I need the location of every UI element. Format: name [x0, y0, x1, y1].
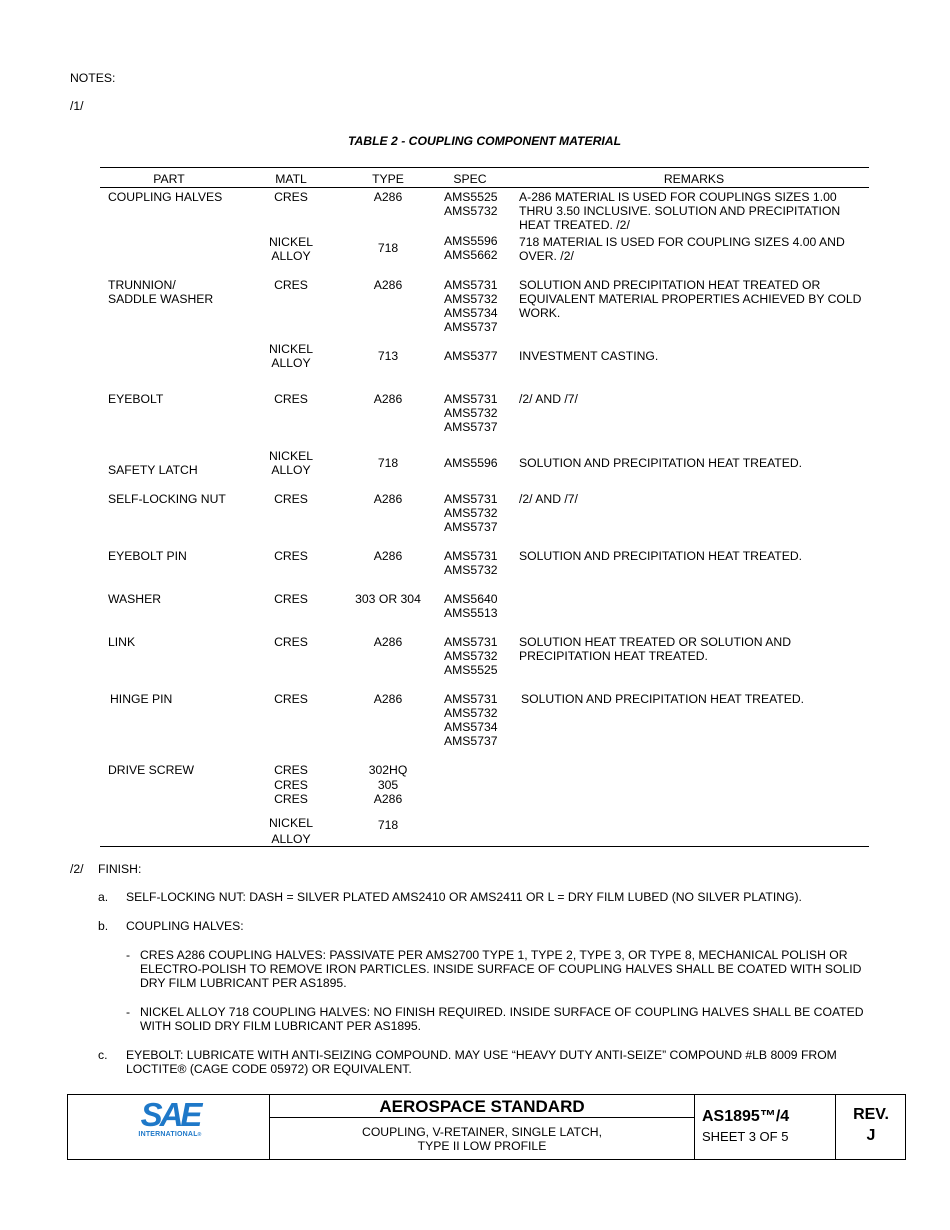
- cell-remarks: SOLUTION AND PRECIPITATION HEAT TREATED.: [519, 549, 803, 563]
- title-divider: [269, 1117, 695, 1118]
- cell-part: TRUNNION/ SADDLE WASHER: [108, 278, 214, 306]
- cell-matl: CRES: [274, 190, 308, 204]
- item-letter: c.: [98, 1048, 108, 1062]
- cell-type: A286: [373, 492, 403, 506]
- title-block-number-cell: [694, 1094, 836, 1160]
- header-part: PART: [153, 172, 185, 186]
- finish-item-b2: NICKEL ALLOY 718 COUPLING HALVES: NO FINISH REQUIRED. INSIDE SURFACE OF COUPLING HALVES SHALL BE COATED WITH SOLID DRY FILM LUBRICANT PER AS1895.: [140, 1005, 864, 1033]
- cell-remarks: A-286 MATERIAL IS USED FOR COUPLINGS SIZES 1.00 THRU 3.50 INCLUSIVE. SOLUTION AND PRECIPITATION HEAT TREATED. /2/: [519, 190, 841, 232]
- cell-spec: AMS5377: [444, 349, 498, 363]
- cell-part: LINK: [108, 635, 136, 649]
- cell-remarks: SOLUTION AND PRECIPITATION HEAT TREATED.: [519, 456, 803, 470]
- cell-part: DRIVE SCREW: [108, 763, 194, 777]
- cell-type: A286: [373, 278, 403, 292]
- item-letter: b.: [98, 919, 109, 933]
- cell-part: WASHER: [108, 592, 162, 606]
- table-title: TABLE 2 - COUPLING COMPONENT MATERIAL: [347, 134, 622, 148]
- cell-type: A286: [373, 190, 403, 204]
- cell-part: COUPLING HALVES: [108, 190, 223, 204]
- cell-spec: AMS5731 AMS5732 AMS5737: [444, 392, 498, 434]
- cell-remarks: /2/ AND /7/: [519, 392, 578, 406]
- cell-part: HINGE PIN: [110, 692, 173, 706]
- cell-spec: AMS5731 AMS5732 AMS5737: [444, 492, 498, 534]
- finish-title: FINISH:: [98, 862, 142, 876]
- item-letter: a.: [98, 890, 109, 904]
- standard-title: AEROSPACE STANDARD: [379, 1097, 585, 1116]
- cell-type: A286: [373, 392, 403, 406]
- cell-matl: NICKEL ALLOY: [268, 449, 314, 477]
- bullet-dash: -: [126, 1005, 131, 1019]
- cell-type: 302HQ 305 A286: [368, 763, 408, 806]
- cell-matl: CRES CRES CRES: [274, 763, 308, 806]
- cell-remarks: SOLUTION AND PRECIPITATION HEAT TREATED.: [521, 692, 805, 706]
- cell-part: SELF-LOCKING NUT: [108, 492, 226, 506]
- cell-matl: NICKEL ALLOY: [268, 342, 314, 370]
- logo-registered-mark: ®: [197, 1132, 202, 1138]
- finish-item-b1: CRES A286 COUPLING HALVES: PASSIVATE PER AMS2700 TYPE 1, TYPE 2, TYPE 3, OR TYPE 8, MECHANICAL POLISH OR ELECTRO-POLISH TO REMOVE IRON PARTICLES. INSIDE SURFACE OF COUPLING HALVES SHALL BE COATED WITH SOLID DRY FILM LUBRICANT PER AS1895.: [140, 948, 862, 990]
- cell-spec: AMS5640 AMS5513: [444, 592, 498, 620]
- cell-spec: AMS5731 AMS5732: [444, 549, 498, 577]
- bullet-dash: -: [126, 948, 131, 962]
- cell-spec: AMS5525 AMS5732: [444, 190, 498, 218]
- sheet-number: SHEET 3 OF 5: [702, 1129, 789, 1144]
- header-matl: MATL: [275, 172, 307, 186]
- revision-label: REV.: [853, 1106, 889, 1123]
- cell-type: A286: [373, 692, 403, 706]
- finish-item-c: EYEBOLT: LUBRICATE WITH ANTI-SEIZING COMPOUND. MAY USE “HEAVY DUTY ANTI-SEIZE” COMPOUND #LB 8009 FROM LOCTITE® (CAGE CODE 05972) OR EQUIVALENT.: [126, 1048, 837, 1076]
- cell-matl: CRES: [274, 278, 308, 292]
- logo-text: SAE: [140, 1096, 200, 1133]
- cell-spec: AMS5731 AMS5732 AMS5734 AMS5737: [444, 278, 498, 334]
- logo-subtext: INTERNATIONAL: [138, 1131, 198, 1138]
- cell-matl: CRES: [274, 492, 308, 506]
- note-1-label: /1/: [70, 99, 84, 113]
- cell-matl: NICKEL ALLOY: [268, 235, 314, 263]
- cell-matl: CRES: [274, 635, 308, 649]
- document-number: AS1895™/4: [702, 1108, 790, 1125]
- cell-remarks: INVESTMENT CASTING.: [519, 349, 659, 363]
- cell-spec: AMS5596: [444, 456, 498, 470]
- revision-value: J: [866, 1127, 876, 1144]
- finish-item-a: SELF-LOCKING NUT: DASH = SILVER PLATED AMS2410 OR AMS2411 OR L = DRY FILM LUBED (NO SILVER PLATING).: [126, 890, 802, 904]
- cell-spec: AMS5731 AMS5732 AMS5734 AMS5737: [444, 692, 498, 748]
- cell-type: A286: [373, 549, 403, 563]
- cell-type: 718: [377, 818, 399, 832]
- cell-matl: CRES: [274, 692, 308, 706]
- cell-spec: AMS5731 AMS5732 AMS5525: [444, 635, 498, 677]
- cell-part: EYEBOLT PIN: [108, 549, 187, 563]
- cell-type: A286: [373, 635, 403, 649]
- table-bottom-rule: [100, 846, 869, 847]
- cell-remarks: /2/ AND /7/: [519, 492, 578, 506]
- cell-remarks: SOLUTION HEAT TREATED OR SOLUTION AND PRECIPITATION HEAT TREATED.: [519, 635, 792, 663]
- cell-type: 713: [377, 349, 399, 363]
- standard-description: COUPLING, V-RETAINER, SINGLE LATCH, TYPE II LOW PROFILE: [362, 1125, 602, 1153]
- cell-remarks: 718 MATERIAL IS USED FOR COUPLING SIZES 4.00 AND OVER. /2/: [519, 235, 845, 263]
- note-2-label: /2/: [70, 862, 84, 876]
- cell-type: 718: [377, 241, 399, 255]
- table-top-rule: [100, 167, 869, 168]
- header-remarks: REMARKS: [663, 172, 725, 186]
- cell-type: 303 OR 304: [355, 592, 421, 606]
- cell-matl: CRES: [274, 392, 308, 406]
- header-type: TYPE: [372, 172, 404, 186]
- cell-matl: CRES: [274, 592, 308, 606]
- cell-matl: CRES: [274, 549, 308, 563]
- table-header-rule: [100, 187, 869, 188]
- header-spec: SPEC: [453, 172, 487, 186]
- cell-type: 718: [377, 456, 399, 470]
- sae-logo: [130, 1096, 210, 1139]
- cell-part: EYEBOLT: [108, 392, 164, 406]
- cell-matl: NICKEL ALLOY: [268, 816, 314, 846]
- cell-remarks: SOLUTION AND PRECIPITATION HEAT TREATED OR EQUIVALENT MATERIAL PROPERTIES ACHIEVED BY COLD WORK.: [519, 278, 862, 320]
- cell-spec: AMS5596 AMS5662: [444, 234, 498, 262]
- cell-part: SAFETY LATCH: [108, 463, 198, 477]
- finish-item-b: COUPLING HALVES:: [126, 919, 244, 933]
- notes-heading: NOTES:: [70, 71, 116, 85]
